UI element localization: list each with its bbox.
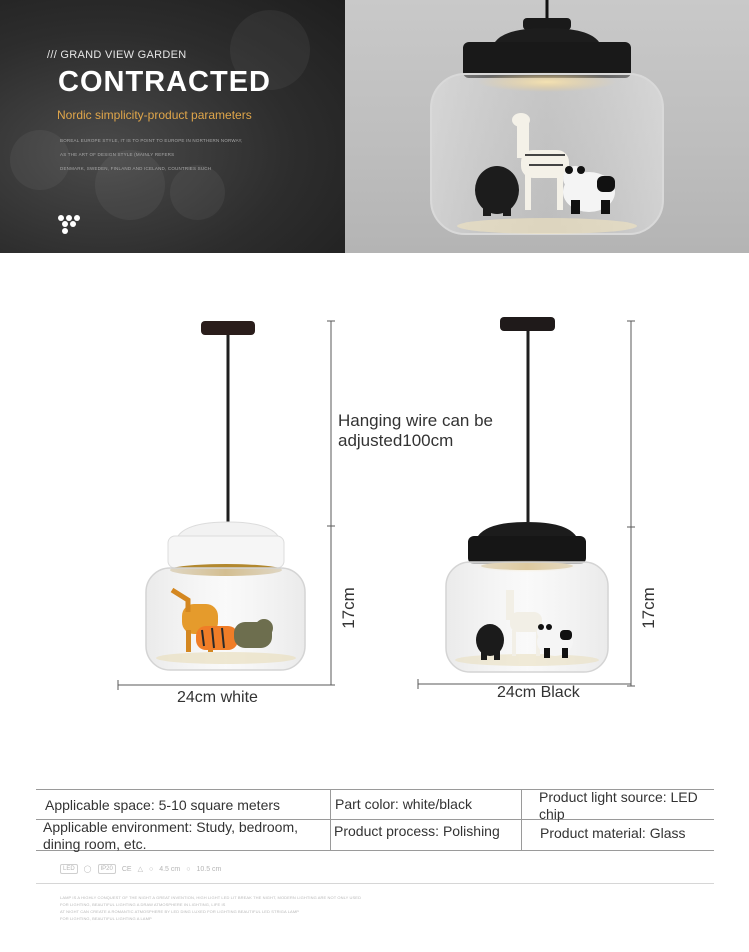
ce-icon: CE: [121, 865, 132, 873]
product-spec-table: [36, 789, 714, 851]
spec-applicable-environment: Applicable environment: Study, bedroom, dining room, etc.: [43, 819, 298, 852]
certification-icons: [60, 863, 221, 875]
table-divider: [521, 789, 522, 851]
pendant-lamp-photo: [345, 0, 749, 253]
brand-dots-icon: [55, 212, 85, 236]
banner-description-line: AS THE ART OF DESIGN STYLE (MAINLY REFERS: [60, 152, 175, 157]
right-width-label: 24cm Black: [497, 684, 580, 701]
fine-print-line: FOR LIGHTING, BEAUTIFUL LIGHTING A DRAW ATMOSPHERE IN LIGHTING, LIFE IS: [60, 902, 226, 907]
fine-print-line: FOR LIGHTING, BEAUTIFUL LIGHTING A LAMP: [60, 916, 152, 921]
led-icon: LED: [60, 864, 78, 874]
right-height-label: 17cm: [638, 587, 658, 629]
fine-print-line: AT NIGHT CAN CREATE A ROMANTIC ATMOSPHERE BY LED DING LUXED FOR LIGHTING BEAUTIFUL LED STRIGA LAMP: [60, 909, 300, 914]
white-pendant-lamp: [146, 321, 305, 670]
dimension-drawing: [0, 300, 749, 720]
ip20-icon: IP20: [98, 864, 116, 874]
size-large-label: 10.5 cm: [196, 865, 222, 873]
banner-text-panel: [0, 0, 345, 253]
hero-banner: [0, 0, 749, 253]
left-width-label: 24cm white: [177, 689, 258, 706]
spec-product-process: Product process: Polishing: [334, 823, 500, 839]
banner-eyebrow: /// GRAND VIEW GARDEN: [47, 49, 187, 61]
bulb-icon: ○: [148, 865, 154, 873]
banner-title: CONTRACTED: [58, 66, 271, 98]
triangle-icon: △: [137, 866, 143, 873]
left-height-label: 17cm: [338, 587, 358, 629]
footer-divider: [36, 883, 714, 884]
banner-product-photo: [345, 0, 749, 253]
spec-light-source: Product light source: LED chip: [539, 789, 698, 822]
bokeh-light: [95, 150, 165, 220]
bulb-icon: ○: [186, 865, 191, 873]
fine-print-line: LAMP IS A HIGHLY CONQUEST OF THE NIGHT A GREAT INVENTION, HIGH LIGHT LED LIT BREAK THE NIGHT, MODERN LIGHTING ARE NOT ONLY USED: [60, 895, 362, 900]
banner-subtitle: Nordic simplicity-product parameters: [57, 108, 252, 122]
banner-description-line: BOREAL EUROPE STYLE, IT IS TO POINT TO EUROPE IN NORTHERN NORWAY,: [60, 138, 243, 143]
banner-description-line: DENMARK, SWEDEN, FINLAND AND ICELAND, COUNTRIES SUCH: [60, 166, 212, 171]
size-small-label: 4.5 cm: [159, 865, 181, 873]
black-pendant-lamp: [446, 317, 608, 672]
spec-part-color: Part color: white/black: [335, 796, 472, 812]
globe-icon: ◯: [83, 866, 92, 873]
table-divider: [330, 789, 331, 851]
spec-applicable-space: Applicable space: 5-10 square meters: [45, 797, 281, 813]
bokeh-light: [170, 165, 225, 220]
wire-length-note: Hanging wire can be adjusted100cm: [338, 411, 493, 450]
spec-product-material: Product material: Glass: [540, 825, 686, 841]
dimension-diagram: [0, 300, 749, 720]
